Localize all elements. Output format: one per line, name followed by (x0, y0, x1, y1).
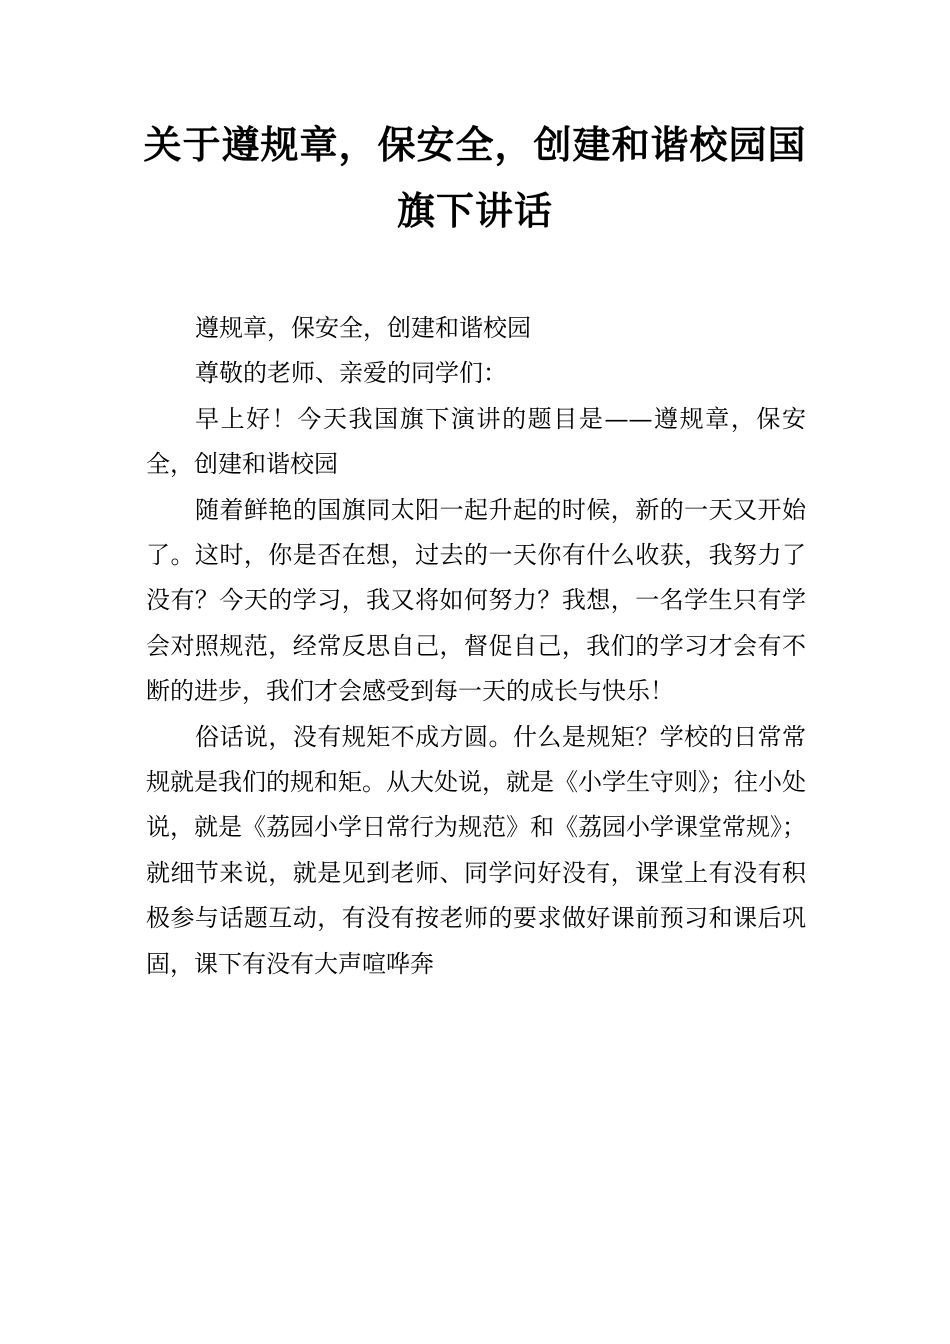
body-paragraph: 俗话说，没有规矩不成方圆。什么是规矩？学校的日常常规就是我们的规和矩。从大处说，就是《小学生守则》；往小处说，就是《荔园小学日常行为规范》和《荔园小学课堂常规》；就细节来说，就是见到老师、同学问好没有，课堂上有没有积极参与话题互动，有没有按老师的要求做好课前预习和课后巩固，课下有没有大声喧哗奔 (146, 722, 806, 978)
title-line-1: 关于遵规章，保安全，创建和谐校园国 (143, 123, 807, 167)
body-paragraph: 随着鲜艳的国旗同太阳一起升起的时候，新的一天又开始了。这时，你是否在想，过去的一天你有什么收获，我努力了没有？今天的学习，我又将如何努力？我想，一名学生只有学会对照规范，经常反思自己，督促自己，我们的学习才会有不断的进步，我们才会感受到每一天的成长与快乐！ (146, 495, 806, 706)
title-line-2: 旗下讲话 (396, 189, 553, 233)
page-title (130, 112, 820, 244)
document-body (146, 306, 806, 987)
salutation: 尊敬的老师、亲爱的同学们： (195, 359, 507, 388)
speech-subtitle: 遵规章，保安全，创建和谐校园 (195, 314, 531, 342)
body-paragraph: 早上好！今天我国旗下演讲的题目是——遵规章，保安全，创建和谐校园 (146, 404, 806, 479)
